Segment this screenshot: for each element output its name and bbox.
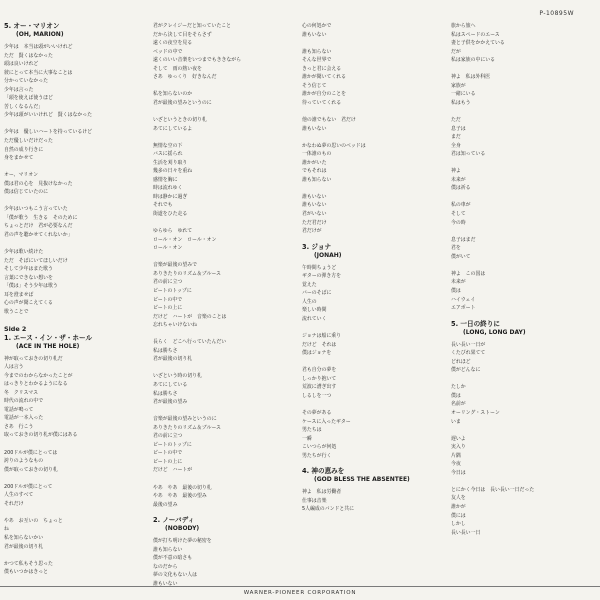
lyric-line [4,474,149,483]
lyric-line: ただ優しいだけだった [4,138,53,145]
lyric-line: 僕が打ち明けた夢の秘密を [153,538,212,545]
footer-divider [0,586,600,587]
lyric-line: 今夜 [451,461,461,468]
lyric-line: ベッドの中で [153,48,183,55]
lyric-line: 人生の [302,298,317,305]
lyric-line: だけど ハートが 音楽のことは [153,313,227,320]
lyric-line: 君の前に立つ [153,279,183,286]
lyric-line: 長い長い一日が [451,341,486,348]
lyric-line: 息子はまだ [451,236,476,243]
lyric-line: まだ [451,134,461,141]
lyrics [4,43,149,317]
lyrics-columns [4,22,596,587]
lyric-line: その夢がある [302,409,332,416]
lyric-line [451,65,596,74]
lyric-line: あてにしているよ [153,125,193,132]
lyric-line: 時代の流れの中で [4,398,44,405]
lyric-line: 神よ 私は外科医 [451,74,491,81]
column-4 [451,22,596,580]
lyric-line: ただ 賢くはなかった [4,52,53,59]
lyric-line: 冬 クリスマス [4,389,39,396]
lyric-line: ビートの上に [153,458,183,465]
lyric-line: ロール・オン ロール・オン [153,236,217,243]
lyric-line [302,133,447,142]
lyrics [451,22,596,313]
lyric-line: 僕には [451,512,466,519]
song-title: 3. ジョナ [302,242,332,251]
lyric-line: 少年は言った [4,86,34,93]
lyric-line [302,107,447,116]
lyric-line: 200ドルが僕にとっては [4,449,58,456]
lyric-line: 私を知らないかい [4,534,44,541]
lyric-line: 君が最後の望みというのに [153,99,212,106]
lyric-line: やあ やあ 最後の切り札 [153,484,212,491]
song-subtitle: (OH, MARION) [16,31,64,38]
lyric-line: しっかり抱いて [302,375,337,382]
lyric-line: 荒波に漕ぎ出す [302,384,337,391]
lyric-line: 君がいない [302,211,327,218]
lyric-line: ビートの中で [153,296,183,303]
lyric-line: 5人編成のバンドと共に [302,506,355,513]
lyric-line: ハイウェイ [451,296,476,303]
lyric-line: 自然の成り行きに [4,146,44,153]
lyric-line [451,426,596,435]
lyric-line: だが [451,48,461,55]
lyric-line [451,159,596,168]
lyric-line: 誰かが自分のことを [302,91,347,98]
lyric-line: 私は勝ちさ [153,390,178,397]
lyric-line: ね [4,526,9,533]
lyric-line: ビートのトップに [153,287,192,294]
lyric-line: 僕がいて [451,253,471,260]
lyric-line [451,261,596,270]
lyric-line [4,240,149,249]
lyric-line [302,39,447,48]
lyric-line: 頭は良いけれど [4,61,39,68]
lyric-line: 君は知っている [451,151,486,158]
lyric-line: 僕が不意の暗さも [153,555,193,562]
lyric-line: 少年は歌い続けた [4,249,44,256]
lyric-line: 電話が鳴って [4,406,34,413]
lyric-line: 未来が [451,279,466,286]
lyric-line: 君も自分の夢を [302,367,337,374]
lyric-line: 僕がどんなに [451,367,481,374]
lyric-line [4,551,149,560]
lyric-line: 私を知らないのか [153,91,193,98]
song-continuation [153,22,298,509]
lyric-line: 神が取っておきの切り札だ [4,355,63,362]
lyric-line: 最後の望み [153,501,178,508]
song-title: 2. ノーバディ [153,516,195,525]
lyric-line [451,107,596,116]
lyric-line: 200ドルが僕にとって [4,483,53,490]
lyric-line: ギターの弾き方を [302,273,342,280]
lyric-line: いま [451,418,461,425]
side-label: Side 2 [4,324,27,333]
lyric-line: 僕はジョナを [302,350,332,357]
lyrics [302,488,447,514]
lyric-line [153,407,298,416]
lyric-line: 苦しくなるんだ」 [4,103,44,110]
lyric-line: 男たちは [302,427,322,434]
lyric-line: かなわぬ夢の思いのベッドは [302,142,366,149]
lyric-line: さあ 行こう [4,423,34,430]
lyric-line [4,120,149,129]
lyric-line: オー、マリオン [4,172,38,179]
lyric-line: 午時間ちょうど [302,264,337,271]
lyric-line: 楽しい時間 [302,307,327,314]
song-continuation [302,22,447,236]
lyric-line: 少年は頭がいいけれど 賢くはなかった [4,112,93,119]
lyric-line: 身をまかせて [4,155,34,162]
lyric-line: 誰もいない [302,202,327,209]
lyric-line: ただ [451,117,461,124]
song-subtitle: (JONAH) [314,251,342,259]
lyric-line: 私はもう [451,99,471,106]
lyric-line: 誰もいない [302,125,327,132]
lyric-line: ケースに入ったギター [302,418,351,425]
lyric-line [451,477,596,486]
lyric-line: だけど それは [302,341,337,348]
lyric-line: 夢の文化もない人は [153,572,198,579]
song-subtitle: (NOBODY) [165,525,200,533]
catalog-number: P-10895W [539,10,574,17]
lyric-line: やあ お互いの ちょっと [4,517,63,524]
lyrics [4,355,149,577]
lyric-line: ただ君だけ [302,219,327,226]
lyric-line: 旅から旅へ [451,23,476,29]
lyric-line: 片隅 [451,452,461,459]
lyric-line: 遅いよ [451,435,466,442]
lyric-line: 君の声を聴かせてくれないか」 [4,232,73,239]
lyric-line [153,82,298,91]
lyric-line [153,475,298,484]
lyric-line: いざというときの切り札 [153,117,207,124]
lyric-line: 妻と子供をかかえている [451,40,505,47]
lyric-line: なのだから [153,563,178,570]
lyric-line: どれほど [451,358,471,365]
lyric-line: はっきりとわかるようになる [4,381,68,388]
lyric-line: 歌うことで [4,308,29,315]
song-title: 1. エース・イン・ザ・ホール [4,333,93,342]
lyric-line: 神よ この国は [451,270,486,277]
lyric-line: 僕は祈る [451,185,471,192]
lyric-line: 僕は君の心を 見抜けなかった [4,180,73,187]
lyric-line: 誰も知らない [153,546,183,553]
lyric-line: 誰かが聞いてくれる [302,74,347,81]
lyric-line [153,364,298,373]
lyric-line: 長らく どこへ行っていたんだい [153,339,227,346]
song-title: 5. 一日の終りに [451,319,500,328]
lyric-line [302,400,447,409]
lyric-line: 私は家族の中にいる [451,57,496,64]
lyric-line: 人生のすべて [4,492,34,499]
lyric-line: そう信じて [302,82,327,89]
lyric-line: 誰も知らない [302,176,332,183]
lyric-line [153,133,298,142]
lyric-line: 遠くの夜空を見る [153,40,193,47]
song-oh-marion [4,22,149,317]
lyric-line: 君だけが [302,228,322,235]
lyric-line: 「頭を使えば使うほど [4,95,53,102]
lyrics [153,22,298,509]
lyric-line: 僕は信じていたのに [4,189,49,196]
lyric-line: ビートの上に [153,305,183,312]
song-subtitle: (LONG, LONG DAY) [463,328,526,336]
lyric-line: 一瞬 [302,435,312,442]
lyric-line: 誰も知らない [302,48,332,55]
lyric-line: 今の時 [451,219,466,226]
lyric-line [451,193,596,202]
song-jonah [302,243,447,461]
lyric-line: 一体誰のもの [302,151,332,158]
lyric-line [302,358,447,367]
lyric-line: 未来が [451,176,466,183]
lyric-line: 流れていく [302,315,327,322]
lyric-line: たしか [451,384,466,391]
lyric-line: だけど ハートが [153,467,193,474]
lyric-line: 少年は 優しいハートを持っているけど [4,129,93,136]
lyric-line: かつて私もそう思った [4,560,53,567]
lyric-line [451,227,596,236]
column-1 [4,22,149,580]
lyric-line: とにかく今日は 長い長い一日だった [451,486,535,493]
lyric-line: やあ やあ 最後の望み [153,493,207,500]
lyric-line: くたびれ果てて [451,350,486,357]
lyric-line: いざという時の切り札 [153,373,202,380]
lyric-line [153,253,298,262]
lyric-line: 私は勝ちさ [153,347,178,354]
lyric-line [153,107,298,116]
lyric-line: 生活を刈り取り [153,159,188,166]
lyric-line: 神よ 私は労働者 [302,489,342,496]
lyric-line: さあ ゆっくり 好きなんだ [153,74,217,81]
lyric-line: 今までのわからなかったことが [4,372,73,379]
lyric-line: きっと君に会える [302,65,342,72]
lyric-line [302,184,447,193]
lyrics [451,341,596,538]
lyric-line: 君の前に立つ [153,433,183,440]
lyric-line: 君がクレイジーだと知っていたこと [153,23,232,29]
lyric-line: 心の何処かで [302,23,332,29]
lyric-line: 少年はいつもこう言っていた [4,206,68,213]
lyric-line: 「僕が歌う 生きる そのために [4,214,78,221]
lyric-line [4,197,149,206]
lyric-line: 誇りのようなもの [4,458,44,465]
lyric-line: しかし [451,521,466,528]
lyric-line: それでも [153,202,173,209]
footer-publisher: WARNER-PIONEER CORPORATION [243,590,357,596]
lyric-line: オーリング・ストーン [451,409,500,416]
lyric-line: だから決して目をそらさず [153,31,212,38]
lyric-line: 仕事は音楽 [302,497,327,504]
lyric-line [4,508,149,517]
lyric-line: 幾多の日々を重ね [153,168,193,175]
song-subtitle: (GOD BLESS THE ABSENTEE) [314,476,410,484]
column-3 [302,22,447,580]
lyric-line: 音楽が最後の望みで [153,262,198,269]
lyric-line: 取っておきの切り札が僕にはある [4,432,78,439]
lyric-line: 「僕は」そう少年は歌う [4,283,58,290]
lyric-line: 他の誰でもない 君だけ [302,117,356,124]
lyric-line: ありきたりのリズム＆ブルース [153,270,221,277]
lyric-line: 男たちが行く [302,452,332,459]
song-title: 5. オー・マリオン [4,22,60,30]
lyric-line: 誰もいない [153,580,178,587]
lyric-line [4,163,149,172]
lyric-line: 僕は [451,392,461,399]
lyric-line [451,375,596,384]
lyric-line: 無情な空の下 [153,142,183,149]
lyric-line: 友人を [451,495,466,502]
lyric-line: 名前が [451,401,466,408]
lyric-line: 言葉にできない想いを [4,274,53,281]
lyric-line: ジョナは船に乗り [302,333,342,340]
lyric-line: 耳を澄ませば [4,291,34,298]
lyric-line: 君が最後の切り札 [4,543,44,550]
lyric-line: 私はスペードのエース [451,31,500,38]
song-god-bless-the-absentee [302,467,447,514]
lyric-line: ありきたりのリズム＆ブルース [153,424,221,431]
lyric-line: 分かっていなかった [4,78,49,85]
song-title: 4. 神の恵みを [302,467,345,476]
column-2 [153,22,298,587]
lyric-line [4,440,149,449]
lyric-line: 遠くのいい音楽をいつまでもききながら [153,57,242,64]
lyric-line: 僕が取っておきの切り札 [4,466,58,473]
lyric-line [153,219,298,228]
lyric-line: そして少年はまた歌う [4,266,53,273]
lyric-line: 覚えた [302,281,317,288]
lyric-line: こいつらが何処 [302,444,337,451]
lyric-line: ゆらゆら ゆれて [153,228,193,235]
lyric-line: 全身 [451,142,461,149]
lyric-line: それだけ [4,500,24,507]
lyric-line: ちょっとだけ 君が必要なんだ [4,223,73,230]
lyric-line: 誰かがいた [302,159,327,166]
lyric-line: あてにしている [153,381,188,388]
lyric-line: 君を [451,245,461,252]
song-ace-in-the-hole [4,334,149,577]
lyric-line: 家族が [451,82,466,89]
lyric-line: 一緒にいる [451,91,476,98]
lyric-line: そして [451,211,466,218]
lyric-line: 誰もいない [302,31,327,38]
lyric-line: バスに揺られ [153,151,183,158]
lyric-line: そして 雨の熱い夜を [153,65,202,72]
lyric-line [302,324,447,333]
lyric-line: 少年は 本当は頭がいいけれど [4,44,73,50]
lyric-line: 電話が一本入った [4,415,44,422]
lyric-line: しるしを一つ [302,392,332,399]
lyric-line: 時は静かに過ぎ [153,193,188,200]
lyric-line: バーのそばに [302,290,332,297]
song-subtitle: (ACE IN THE HOLE) [16,342,80,350]
lyric-line: 待っていてくれる [302,99,342,106]
lyric-line: ただ そばにいてほしいだけ [4,257,68,264]
lyric-line: 神よ [451,168,461,175]
lyric-line: 君が最後の望み [153,399,188,406]
lyric-line: 息子は [451,125,466,132]
lyric-line: 長い長い一日 [451,529,481,536]
lyric-line: 誰かが [451,503,466,510]
lyric-line: 街道をひた走る [153,211,188,218]
lyric-line: 時は流れゆく [153,185,183,192]
lyric-line: ビートのトップに [153,441,192,448]
song-nobody [153,516,298,588]
lyric-line: 彼にとって本当に大事なことは [4,69,73,76]
song-continuation [451,22,596,313]
lyric-line [153,330,298,339]
lyric-line: そんな世界で [302,57,332,64]
lyrics [302,264,447,461]
lyric-line: ロール・オン [153,245,183,252]
lyrics [302,22,447,236]
lyric-line: 忘れちゃいけないね [153,322,198,329]
lyrics [153,537,298,588]
song-long-long-day [451,320,596,538]
lyric-line: ビートの中で [153,450,183,457]
lyric-line: でもそれは [302,168,327,175]
lyric-line: 僕もいつかはきっと [4,569,49,576]
lyric-line: 感情を胸に [153,176,178,183]
lyric-line: 人は言う [4,364,24,371]
lyric-line: 音楽が最後の望みというのに [153,416,217,423]
lyric-line: 実入り [451,444,466,451]
lyric-line: 心の声が聞こえてくる [4,300,53,307]
lyric-line: 私の車が [451,202,471,209]
lyric-line: 今日は [451,469,466,476]
lyric-line: 僕は [451,287,461,294]
lyric-line: 君が最後の切り札 [153,356,193,363]
lyric-line: 誰もいない [302,193,327,200]
lyric-line: エアポート [451,305,476,312]
